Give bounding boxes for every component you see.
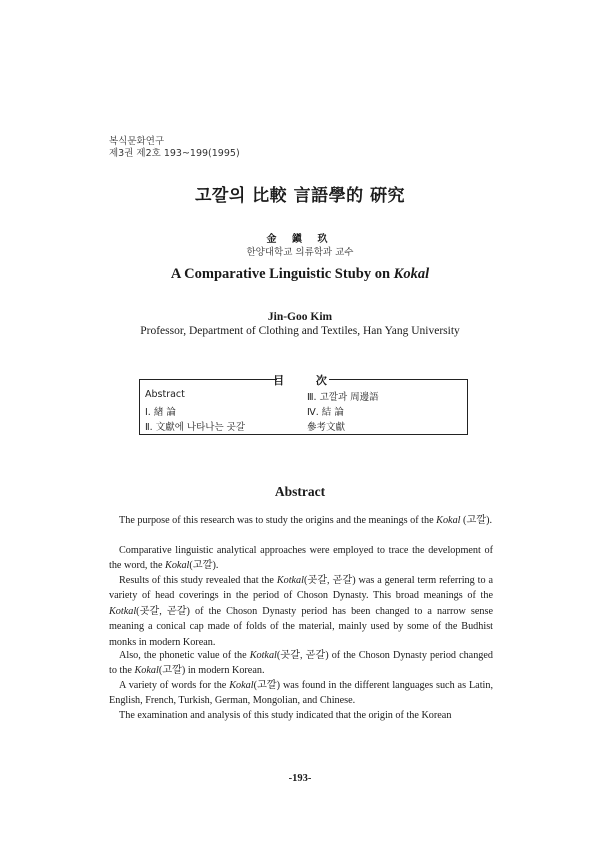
page-number: -193-	[288, 773, 312, 784]
toc-item: Abstract	[145, 389, 185, 400]
abstract-paragraph: The examination and analysis of this study indicated that the origin of the Korean	[119, 710, 452, 721]
toc-item: Ⅰ. 緖 論	[145, 407, 176, 418]
abstract-paragraph: A variety of words for the Kokal(고깔) was found in the different languages such as Latin, English, French, Turkish, German, Mongolian, and Chinese.	[109, 680, 493, 707]
affiliation-korean: 한양대학교 의류학과 교수	[246, 247, 354, 258]
toc-item: Ⅲ. 고깔과 周邊語	[307, 392, 379, 403]
author-korean: 金 鎭 玖	[266, 234, 334, 245]
affiliation-english: Professor, Department of Clothing and Textiles, Han Yang University	[140, 325, 460, 337]
abstract-heading: Abstract	[274, 484, 326, 499]
abstract-paragraph: The purpose of this research was to study the origins and the meanings of the Kokal (고깔).	[119, 515, 493, 526]
toc-item: 參考文獻	[307, 422, 346, 433]
abstract-paragraph: Comparative linguistic analytical approaches were employed to trace the development of the word, the Kokal(고깔).	[109, 545, 493, 572]
journal-name: 복식문화연구	[109, 136, 165, 147]
title-english-italic: Kokal	[393, 266, 430, 282]
title-english	[0, 266, 600, 283]
journal-info	[109, 136, 240, 160]
toc-item: Ⅳ. 結 論	[307, 407, 344, 418]
abstract-paragraph: Results of this study revealed that the Kotkal(곳갈, 곧갈) was a general term referring to a variety of head coverings in the period of Choson Dynasty. This broad meanings of the Kotkal(곳갈, 곧갈) of the Choson Dynasty period has been changed to a narrow sense meaning a conical cap made of folds of the material, mainly used by some of the Budhist monks in modern Korean.	[109, 575, 493, 648]
toc-heading: 目 次	[273, 374, 341, 387]
abstract-paragraph: Also, the phonetic value of the Kotkal(곳갈, 곧갈) of the Choson Dynasty period changed to the Kokal(고깔) in modern Korean.	[109, 650, 494, 677]
journal-issue: 제3권 제2호 193~199(1995)	[109, 148, 240, 159]
toc-item: Ⅱ. 文獻에 나타나는 곳갈	[145, 422, 245, 433]
title-english-text: A Comparative Linguistic Stuby on	[170, 266, 394, 282]
title-korean: 고깔의 比較 言語學的 硏究	[194, 186, 406, 206]
author-english: Jin-Goo Kim	[267, 311, 333, 323]
